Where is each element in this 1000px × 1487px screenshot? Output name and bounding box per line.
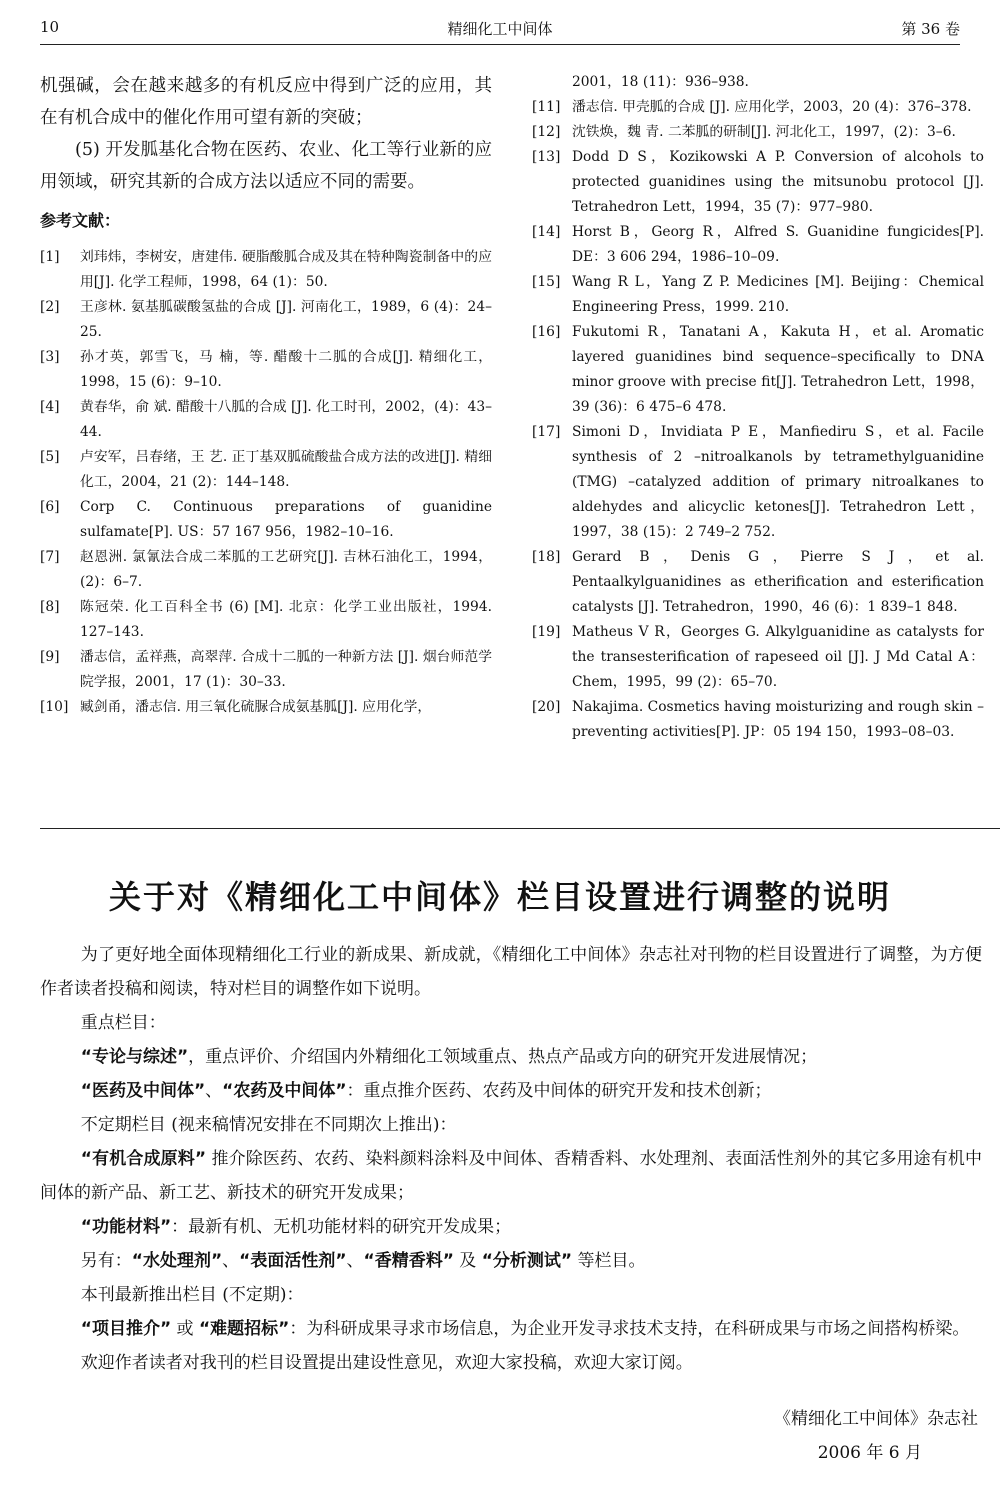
reference-item	[532, 545, 984, 620]
column-name: “分析测试”	[481, 1251, 573, 1271]
page-header	[40, 14, 960, 45]
separator: 或	[171, 1319, 199, 1339]
reference-number: [5]	[40, 449, 60, 465]
left-column	[40, 70, 492, 720]
column-desc: ，重点评价、介绍国内外精细化工领域重点、热点产品或方向的研究开发进展情况；	[188, 1047, 818, 1067]
right-column	[532, 70, 984, 745]
reference-number: [8]	[40, 599, 60, 615]
reference-number: [17]	[532, 424, 561, 440]
reference-text: 臧剑甬，潘志信. 用三氧化硫脲合成氨基胍[J]. 应用化学，	[80, 699, 432, 715]
notice-item	[40, 1210, 982, 1244]
column-desc: 推介除医药、农药、染料颜料涂料及中间体、香精香料、水处理剂、表面活性剂外的其它多用途有机中间体的新产品、新工艺、新技术的研究开发成果；	[40, 1149, 982, 1203]
reference-item	[40, 645, 492, 695]
reference-text: 孙才英，郭雪飞，马 楠，等. 醋酸十二胍的合成[J]. 精细化工，1998，15 (6)：9–10.	[80, 349, 492, 390]
body-paragraph: (5) 开发胍基化合物在医药、农业、化工等行业新的应用领域，研究其新的合成方法以适应不同的需要。	[40, 140, 492, 192]
reference-number: [1]	[40, 249, 60, 265]
column-name: “表面活性剂”	[239, 1251, 347, 1271]
reference-text: Simoni D，Invidiata P E，Manfiediru S，et al. Facile synthesis of 2 –nitroalkanols by tetramethylguanidine (TMG) –catalyzed addition of primary nitroalkanes to aldehydes and alicyclic ketones[J]. Tetrahedron Lett，1997，38 (15)：2 749–2 752.	[572, 424, 984, 540]
volume-label: 第 36 卷	[901, 20, 960, 38]
column-desc: ：最新有机、无机功能材料的研究开发成果；	[171, 1217, 512, 1237]
irregular-columns-label: 不定期栏目 (视来稿情况安排在不同期次上推出)：	[80, 1115, 457, 1135]
journal-name: 精细化工中间体	[447, 20, 553, 38]
reference-number: [9]	[40, 649, 60, 665]
item-prefix: 另有：	[80, 1251, 132, 1271]
separator: 、	[346, 1251, 364, 1271]
column-name: “有机合成原料”	[80, 1149, 207, 1169]
reference-continuation: 2001，18 (11)：936–938.	[572, 74, 749, 90]
notice-item	[40, 1312, 982, 1346]
separator: 、	[205, 1081, 223, 1101]
reference-list	[40, 245, 492, 720]
body-paragraph: 机强碱，会在越来越多的有机反应中得到广泛的应用，其在有机合成中的催化作用可望有新的突破；	[40, 76, 492, 128]
reference-item	[40, 595, 492, 645]
reference-text: Corp C. Continuous preparations of guanidine sulfamate[P]. US：57 167 956，1982–10–16.	[80, 499, 492, 540]
reference-item	[532, 620, 984, 695]
reference-item	[532, 120, 984, 145]
column-name: “水处理剂”	[131, 1251, 223, 1271]
separator: 、	[222, 1251, 240, 1271]
reference-text: 沈铁焕，魏 青. 二苯胍的研制[J]. 河北化工，1997，(2)：3–6.	[572, 124, 956, 140]
key-columns-label: 重点栏目：	[80, 1013, 166, 1033]
reference-item	[40, 695, 492, 720]
reference-item	[40, 445, 492, 495]
reference-number: [3]	[40, 349, 60, 365]
separator: 及	[453, 1251, 482, 1271]
reference-text: Matheus V R，Georges G. Alkylguanidine as catalysts for the transesterification of rapeseed oil [J]. J Md Catal A：Chem，1995，99 (2)：65–70.	[572, 624, 984, 690]
reference-text: 王彦林. 氨基胍碳酸氢盐的合成 [J]. 河南化工，1989，6 (4)：24–25.	[80, 299, 492, 340]
notice-item	[40, 1244, 982, 1278]
reference-item	[532, 270, 984, 320]
column-name: “难题招标”	[198, 1319, 290, 1339]
reference-item	[40, 295, 492, 345]
reference-text: 黄春华，俞 斌. 醋酸十八胍的合成 [J]. 化工时刊，2002，(4)：43–44.	[80, 399, 492, 440]
column-name: “农药及中间体”	[222, 1081, 347, 1101]
reference-text: Nakajima. Cosmetics having moisturizing and rough skin – preventing activities[P]. JP：05 194 150，1993–08–03.	[572, 699, 984, 740]
reference-number: [15]	[532, 274, 561, 290]
reference-text: Horst B，Georg R，Alfred S. Guanidine fungicides[P]. DE：3 606 294，1986–10–09.	[572, 224, 984, 265]
notice-title: 关于对《精细化工中间体》栏目设置进行调整的说明	[108, 878, 891, 916]
reference-text: 赵恩洲. 氯氰法合成二苯胍的工艺研究[J]. 吉林石油化工，1994，(2)：6–7.	[80, 549, 492, 590]
reference-number: [13]	[532, 149, 561, 165]
notice-item	[40, 1040, 982, 1074]
reference-number: [18]	[532, 549, 561, 565]
column-name: “项目推介”	[80, 1319, 172, 1339]
reference-item	[532, 95, 984, 120]
column-desc: ：为科研成果寻求市场信息，为企业开发寻求技术支持，在科研成果与市场之间搭构桥梁。	[289, 1319, 970, 1339]
notice-closing: 欢迎作者读者对我刊的栏目设置提出建设性意见，欢迎大家投稿，欢迎大家订阅。	[80, 1353, 693, 1373]
column-desc: 等栏目。	[572, 1251, 646, 1271]
section-divider	[40, 828, 1000, 829]
notice-item	[40, 1142, 982, 1210]
reference-number: [12]	[532, 124, 561, 140]
reference-item	[532, 320, 984, 420]
column-desc: ：重点推介医药、农药及中间体的研究开发和技术创新；	[346, 1081, 772, 1101]
signature-block	[774, 1402, 978, 1470]
reference-number: [11]	[532, 99, 561, 115]
column-name: “功能材料”	[80, 1217, 172, 1237]
reference-text: 卢安军，吕春绪，王 艺. 正丁基双胍硫酸盐合成方法的改进[J]. 精细化工，2004，21 (2)：144–148.	[80, 449, 492, 490]
reference-text: 刘玮炜，李树安，唐建伟. 硬脂酸胍合成及其在特种陶瓷制备中的应用[J]. 化学工程师，1998，64 (1)：50.	[80, 249, 492, 290]
reference-number: [2]	[40, 299, 60, 315]
reference-text: Dodd D S，Kozikowski A P. Conversion of alcohols to protected guanidines using the mitsunobu protocol [J]. Tetrahedron Lett，1994，35 (7)：977–980.	[572, 149, 984, 215]
reference-item	[40, 495, 492, 545]
column-name: “香精香料”	[363, 1251, 454, 1271]
reference-item	[40, 395, 492, 445]
reference-text: 潘志信. 甲壳胍的合成 [J]. 应用化学，2003，20 (4)：376–378.	[572, 99, 972, 115]
reference-item	[532, 695, 984, 745]
reference-item	[40, 245, 492, 295]
reference-number: [4]	[40, 399, 60, 415]
reference-item	[532, 145, 984, 220]
notice-intro: 为了更好地全面体现精细化工行业的新成果、新成就，《精细化工中间体》杂志社对刊物的栏目设置进行了调整，为方便作者读者投稿和阅读，特对栏目的调整作如下说明。	[40, 945, 982, 999]
reference-text: 陈冠荣. 化工百科全书 (6) [M]. 北京：化学工业出版社，1994. 127–143.	[80, 599, 492, 640]
reference-number: [7]	[40, 549, 60, 565]
reference-number: [16]	[532, 324, 561, 340]
notice-item	[40, 1074, 982, 1108]
reference-item	[40, 345, 492, 395]
notice-body	[40, 938, 982, 1380]
reference-number: [10]	[40, 699, 69, 715]
reference-number: [19]	[532, 624, 561, 640]
reference-number: [20]	[532, 699, 561, 715]
reference-item	[532, 420, 984, 545]
reference-text: Fukutomi R，Tanatani A，Kakuta H，et al. Aromatic layered guanidines bind sequence–specifically to DNA minor groove with precise fit[J]. Tetrahedron Lett，1998，39 (36)：6 475–6 478.	[572, 324, 984, 415]
column-name: “专论与综述”	[80, 1047, 189, 1067]
signature-organization: 《精细化工中间体》杂志社	[774, 1409, 978, 1429]
signature-date: 2006 年 6 月	[817, 1443, 922, 1463]
references-heading: 参考文献：	[40, 211, 121, 230]
page-number: 10	[40, 18, 60, 36]
reference-text: Wang R L，Yang Z P. Medicines [M]. Beijing：Chemical Engineering Press，1999. 210.	[572, 274, 984, 315]
reference-number: [6]	[40, 499, 60, 515]
new-columns-label: 本刊最新推出栏目 (不定期)：	[80, 1285, 304, 1305]
reference-number: [14]	[532, 224, 561, 240]
reference-text: Gerard B，Denis G，Pierre S J，et al. Pentaalkylguanidines as etherification and esterification catalysts [J]. Tetrahedron，1990，46 (6)：1 839–1 848.	[572, 549, 984, 615]
reference-text: 潘志信，孟祥燕，高翠萍. 合成十二胍的一种新方法 [J]. 烟台师范学院学报，2001，17 (1)：30–33.	[80, 649, 492, 690]
reference-item	[532, 220, 984, 270]
reference-item	[40, 545, 492, 595]
column-name: “医药及中间体”	[80, 1081, 206, 1101]
